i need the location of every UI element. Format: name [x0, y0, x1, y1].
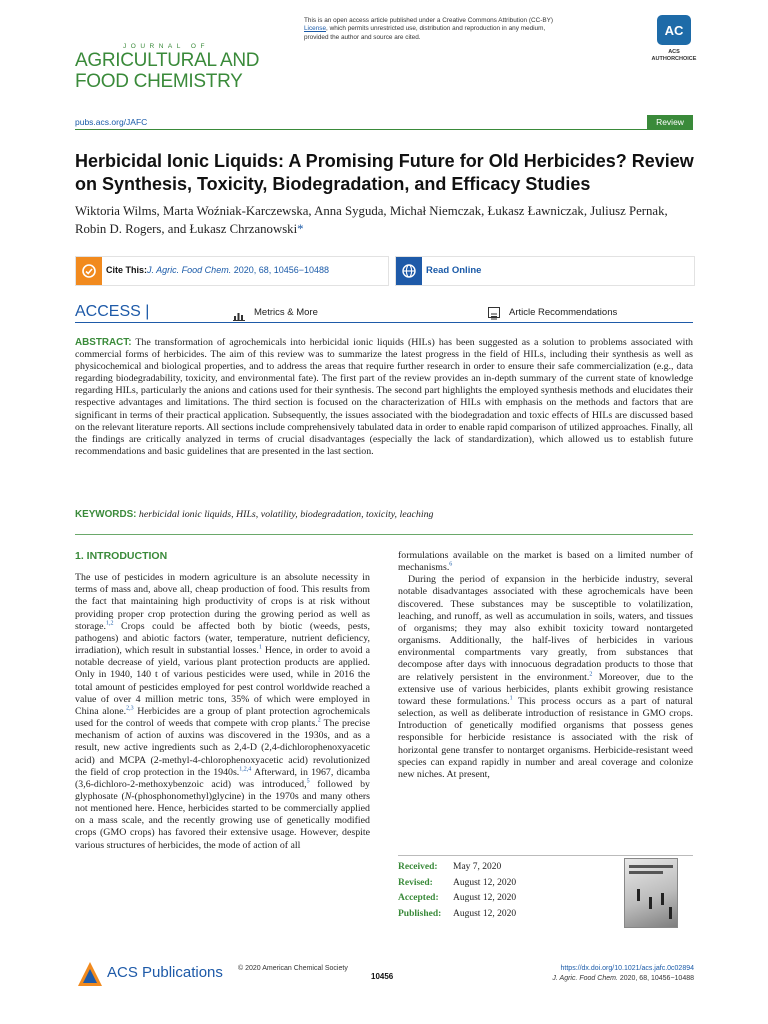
- intro-paragraph-continued: [398, 550, 693, 574]
- journal-logo-line1: AGRICULTURAL AND: [75, 50, 260, 71]
- intro-text: Afterward, in 1967, dicamba (3,6-dichloro-2-methoxybenzoic acid) was introduced,: [75, 766, 370, 790]
- license-line3: provided the author and source are cited.: [304, 33, 421, 41]
- header-divider: [75, 129, 693, 130]
- authors-text: Wiktoria Wilms, Marta Woźniak-Karczewska, Anna Syguda, Michał Niemczak, Łukasz Ławniczak, Juliusz Pernak, Robin D. Rogers, and Łukasz Chrzanowski: [75, 204, 668, 236]
- date-value: August 12, 2020: [453, 908, 517, 919]
- document-icon: [488, 307, 500, 318]
- publication-dates: [398, 860, 608, 922]
- intro-paragraph-2: [398, 574, 693, 781]
- article-type-badge: Review: [647, 115, 693, 129]
- read-online-box[interactable]: [395, 256, 695, 286]
- footer-citation: [520, 975, 694, 982]
- intro-text: -(phosphonomethyl)glycine) in the 1970s and many others not mentioned here. Hence, herbicides started to be commercially applied on a mass scale, and the recently growing use of genetically modified crops (GMO crops) has favored their extensive usage. However, despite various structures of herbicides, the mode of action of all: [75, 790, 370, 851]
- dates-divider: [398, 855, 693, 856]
- date-value: May 7, 2020: [453, 862, 502, 872]
- intro-text: followed by glyphosate (: [75, 778, 370, 802]
- abstract: [75, 337, 693, 458]
- abstract-divider: [75, 534, 693, 535]
- reference-link[interactable]: 1,2,4: [239, 766, 252, 773]
- reference-link[interactable]: 1: [258, 644, 262, 651]
- authorchoice-label: ACS AUTHORCHOICE: [651, 49, 697, 62]
- author-list: [75, 202, 695, 238]
- read-online-label: Read Online: [426, 265, 482, 276]
- metrics-label: Metrics & More: [254, 307, 318, 318]
- page-number: 10456: [371, 972, 394, 981]
- journal-url-link[interactable]: pubs.acs.org/JAFC: [75, 117, 148, 127]
- reference-link[interactable]: 2: [317, 717, 321, 724]
- license-line1: This is an open access article published under a Creative Commons Attribution (CC-BY): [304, 17, 553, 24]
- access-divider: [75, 322, 693, 323]
- reference-link[interactable]: 1,2: [106, 620, 114, 627]
- keywords-label: KEYWORDS:: [75, 509, 137, 520]
- globe-icon: [396, 257, 422, 285]
- cite-this-box[interactable]: [75, 256, 389, 286]
- intro-text: During the period of expansion in the herbicide industry, several notable disadvantages associated with these agrochemicals have been discovered. These substances may be susceptible to volatilization, leaching, and runoff, as well as accumulation in soils, waters, and tissues of organisms; they may also exhibit toxicity toward nontargeted organisms. Additionally, the half-lives of herbicides in various environmental compartments vary greatly, from substances that decompose after days with innocuous degradation products to those that are relatively persistent in the environment.: [398, 574, 693, 683]
- reference-link[interactable]: 2,3: [126, 705, 134, 712]
- authorchoice-icon: AC: [657, 15, 691, 45]
- cite-this-label: Cite This:: [106, 265, 148, 275]
- footer-volume-pages: 2020, 68, 10456−10488: [617, 975, 694, 982]
- corresponding-author-mark[interactable]: *: [297, 222, 304, 236]
- intro-text: Crops could be affected both by biotic (weeds, pests, pathogens) and abiotic factors (water, temperature, nutrient deficiency, irradiation), which result in substantial losses.: [75, 620, 370, 657]
- footer-journal-abbrev: J. Agric. Food Chem.: [552, 975, 618, 982]
- bar-chart-icon: [233, 308, 245, 318]
- cite-volume-pages: 2020, 68, 10456−10488: [231, 265, 330, 275]
- date-value: August 12, 2020: [453, 877, 517, 888]
- license-link[interactable]: License: [304, 25, 327, 33]
- keywords: [75, 509, 693, 521]
- article-recommendations-link[interactable]: Article Recommendations: [509, 307, 618, 318]
- intro-text: formulations available on the market is based on a limited number of mechanisms.: [398, 550, 693, 574]
- access-label: ACCESS |: [75, 303, 150, 320]
- intro-text: The precise mechanism of action of auxins was discovered in the 1930s, and as a result, new active ingredients such as 2,4-D (2,4-dichlorophenoxyacetic acid) and MCPA (2-methyl-4-chlorophenoxyacetic acid) revolutionized the field of crop protection in the 1940s.: [75, 718, 370, 778]
- license-notice: [304, 17, 644, 42]
- license-line2: , which permits unrestricted use, distribution and reproduction in any medium,: [326, 25, 546, 33]
- cite-icon: [76, 257, 102, 285]
- copyright-notice: © 2020 American Chemical Society: [238, 965, 348, 972]
- intro-text: The use of pesticides in modern agriculture is an absolute necessity in terms of mass and, above all, cheap production of food. This results from the fact that maintaining high productivity of crops is at risk without providing proper crop protection during the growing period as well as storage.: [75, 572, 370, 632]
- cite-journal-abbrev: J. Agric. Food Chem.: [147, 265, 232, 275]
- intro-paragraph-1: [75, 572, 370, 852]
- intro-text-italic: N: [124, 790, 132, 802]
- date-label: Revised:: [398, 877, 433, 888]
- journal-logo-line2: FOOD CHEMISTRY: [75, 71, 243, 92]
- abstract-text: The transformation of agrochemicals into herbicidal ionic liquids (HILs) has been suggested as a solution to problems associated with commercial forms of herbicides. The aim of this review was to summarize the latest progress in the field of HILs, including their synthesis as well as physicochemical and biological properties, and to address the areas that require further research in order to ensure their safe commercialization (e.g., data regarding biodegradability, toxicity, and environmental fate). The first part of the review provides an in-depth summary of the current state of knowledge regarding HILs, particularly the anions and cations used for their synthesis. The second part highlights the employed synthesis methods and elucidates their respective advantages and limitations. The third section is focused on the characterization of HILs with emphasis on the methods and factors that are significant in terms of their practical application. Subsequently, the issues associated with the biodegradation and toxic effects of HILs are discussed based on the relevant literature reports. All sections include comprehensively tabulated data in order to enable rapid comparison of utilized approaches. Finally, all the findings are critically analyzed in terms of crucial disadvantages (especially the lack of standardization), which allowed us to establish future recommendations and basic guidelines that are presented in the last section.: [75, 337, 693, 457]
- reference-link[interactable]: 6: [449, 561, 453, 568]
- acs-logo-icon: [77, 961, 103, 987]
- section-heading-introduction: 1. INTRODUCTION: [75, 550, 168, 562]
- body-left-column: [75, 550, 370, 852]
- intro-text: Hence, in order to avoid a notable decrease of yield, various plant protection products are applied. Only in 1940, 140 t of various pesticides were used, while in 2016 the total amount of pesticides employed for pest control worldwide reached a value of over 4 million metric tons, 35% of which were employed in China alone.: [75, 645, 370, 717]
- article-title: Herbicidal Ionic Liquids: A Promising Future for Old Herbicides? Review on Synthesis, Toxicity, Biodegradation, and Efficacy Studies: [75, 151, 694, 194]
- abstract-label: ABSTRACT:: [75, 337, 132, 348]
- reference-link[interactable]: 5: [306, 778, 310, 785]
- keywords-text: herbicidal ionic liquids, HILs, volatility, biodegradation, toxicity, leaching: [138, 509, 434, 520]
- journal-logo-top: JOURNAL OF: [123, 43, 209, 50]
- intro-text: Moreover, due to the extensive use of various herbicides, plants exhibit growing resistance toward these formulations.: [398, 671, 694, 707]
- intro-text: This process occurs as a part of natural selection, as well as deliberate introduction of resistance in GMO crops. Introduction of genetically modified organisms that possess genes responsible for herbicide resistance is associated with the risk of horizontal gene transfer to nontarget organisms. Herbicide-resistant weed species can expand rapidly in number and areal coverage and colonize new niches. At present,: [398, 695, 693, 780]
- acs-publications-logo-text[interactable]: ACS Publications: [107, 964, 223, 981]
- date-revised: [398, 876, 608, 892]
- journal-cover-thumbnail[interactable]: [624, 858, 678, 928]
- date-label: Accepted:: [398, 893, 439, 903]
- intro-text: Herbicides are a group of plant protection agrochemicals used for the control of weeds that compete with crop plants.: [75, 705, 370, 730]
- reference-link[interactable]: 2: [589, 671, 593, 678]
- body-right-column: [398, 550, 693, 781]
- date-published: [398, 907, 608, 923]
- date-received: [398, 860, 608, 876]
- date-label: Published:: [398, 908, 442, 919]
- access-text: ACCESS: [75, 303, 141, 320]
- date-label: Received:: [398, 862, 438, 872]
- date-accepted: [398, 891, 608, 907]
- cite-this-reference[interactable]: [147, 265, 329, 275]
- reference-link[interactable]: 1: [509, 695, 513, 702]
- doi-link[interactable]: https://dx.doi.org/10.1021/acs.jafc.0c02894: [560, 965, 694, 972]
- date-value: August 12, 2020: [453, 893, 517, 903]
